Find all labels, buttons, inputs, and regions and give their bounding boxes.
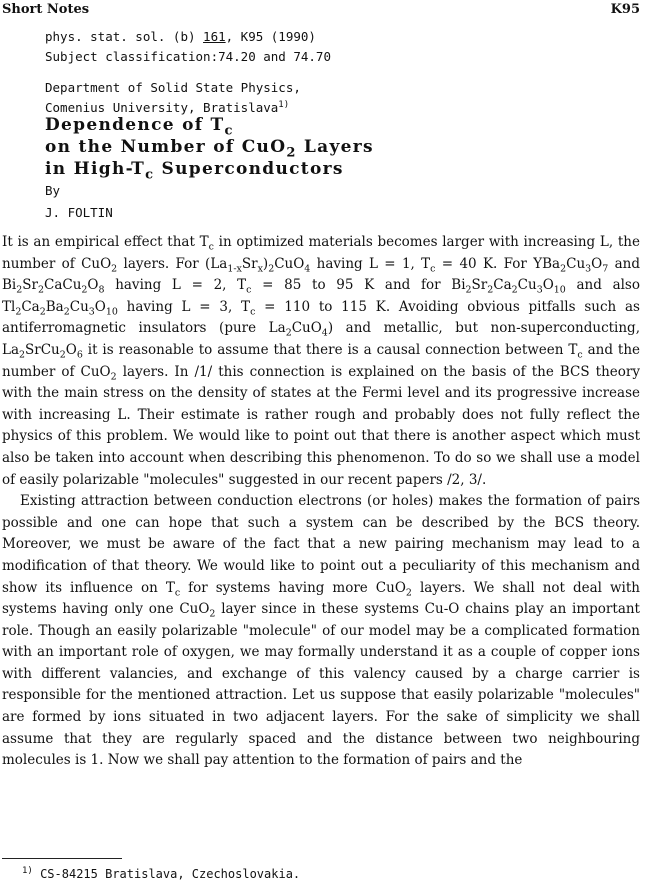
text-run: Existing attraction between conduction electrons (or holes) makes the formation of pairs possible and one can hope that such a system can be described by the BCS theory. Moreover, we must be aware of the fact that a new pairing mechanism may lead to a modification of that theory. We would like to point out a peculiarity of this mechanism and show its influence on T <box>2 493 640 596</box>
footnote-rule <box>2 858 122 859</box>
text-run: having L = 1, T <box>310 255 431 272</box>
subscript: 2 <box>110 370 117 382</box>
subscript: 2 <box>285 327 292 339</box>
subscript: 2 <box>465 284 472 296</box>
subscript: 2 <box>39 306 46 318</box>
subscript: 3 <box>88 306 95 318</box>
subscript: 2 <box>37 284 44 296</box>
subscript: 6 <box>76 349 83 361</box>
text-run: for systems having more CuO <box>180 579 406 596</box>
affiliation-line-2: Comenius University, Bratislava$^{1)}$ <box>45 100 290 116</box>
subscript: 2 <box>405 586 412 598</box>
subscript: x <box>257 262 263 274</box>
subscript: 8 <box>98 284 105 296</box>
subscript: 2 <box>63 306 70 318</box>
text-run: in optimized materials becomes larger with increasing L, the number of CuO <box>2 234 640 272</box>
text-run: Sr <box>22 277 38 294</box>
text-run: O <box>94 298 106 315</box>
title-line-3: in High-$T_c$ Superconductors <box>45 159 344 183</box>
author-name: J. FOLTIN <box>45 205 113 220</box>
text-run: Cu <box>517 277 537 294</box>
volume-number: 161 <box>203 29 226 44</box>
subscript: 1-x <box>227 262 242 274</box>
footnote <box>22 866 300 881</box>
citation-line <box>45 28 316 46</box>
text-run: Sr <box>471 277 488 294</box>
subject-classification: Subject classification:74.20 and 74.70 <box>45 49 331 64</box>
title-line-2: on the Number of CuO$_2$ Layers <box>45 137 374 161</box>
text-run: Cu <box>69 298 89 315</box>
text-run: layers. We shall not deal with systems having only one CuO <box>2 579 640 618</box>
text-run: O <box>591 255 603 272</box>
citation-rest: , K95 (1990) <box>225 29 316 44</box>
subscript: 4 <box>321 327 328 339</box>
subscript: 2 <box>268 262 275 274</box>
subscript: 3 <box>536 284 543 296</box>
text-run: having L = 3, T <box>117 298 251 315</box>
subscript: 7 <box>602 262 609 274</box>
text-run: ) and metallic, but non-superconducting, La <box>2 320 640 358</box>
text-run: it is reasonable to assume that there is a causal connection between T <box>82 341 578 358</box>
text-run: = 110 to 115 K. Avoiding obvious pitfalls such as antiferromagnetic insulators (pure La <box>2 298 640 337</box>
subscript: c <box>250 306 256 318</box>
subscript: 2 <box>16 284 23 296</box>
paragraph-1 <box>2 232 640 491</box>
subscript: 10 <box>553 284 566 296</box>
text-run: O <box>542 277 554 294</box>
journal-name: phys. stat. sol. (b) <box>45 29 196 44</box>
subscript: c <box>246 284 252 296</box>
page-number: K95 <box>610 2 640 17</box>
text-run: layer since in these systems Cu-O chains play an important role. Though an easily polarizable "molecule" of our model may be a complicated formation with an important role of oxygen, we may formally understand it as a couple of copper ions with different valancies, and exchange of this valency caused by a charge carrier is responsible for the mentioned attraction. Let us suppose that easily polarizable "molecules" are formed by ions situated in two adjacent layers. For the sake of simplicity we shall assume that they are regularly spaced and the distance between two neighbouring molecules is 1. Now we shall pay attention to the formation of pairs and the <box>2 601 640 769</box>
article-title <box>45 114 374 183</box>
text-run: and Bi <box>2 255 640 294</box>
text-run: It is an empirical effect that T <box>2 234 209 250</box>
subscript: 2 <box>81 284 88 296</box>
text-run: = 40 K. For YBa <box>435 255 561 272</box>
footnote-text: CS-84215 Bratislava, Czechoslovakia. <box>32 867 301 881</box>
running-header-left: Short Notes <box>2 2 90 17</box>
subscript: 3 <box>585 262 592 274</box>
text-run: Cu <box>566 255 586 272</box>
text-run: CuO <box>274 255 305 272</box>
subscript: 2 <box>19 349 26 361</box>
subscript: 2 <box>511 284 518 296</box>
subscript: 2 <box>487 284 494 296</box>
subscript: c <box>208 241 214 253</box>
subscript: 2 <box>15 306 22 318</box>
affiliation-line-1: Department of Solid State Physics, <box>45 80 301 95</box>
body-text <box>2 232 640 772</box>
affiliation-footnote-marker: 1) <box>278 100 290 110</box>
subscript: c <box>174 586 181 598</box>
subscript: 4 <box>304 262 311 274</box>
text-run: Ca <box>21 298 40 315</box>
text-run: CuO <box>291 320 322 337</box>
text-run: ) <box>262 255 269 272</box>
subscript: 2 <box>560 262 567 274</box>
text-run: SrCu <box>25 341 60 358</box>
text-run: Sr <box>241 255 258 272</box>
byline-by: By <box>45 183 61 198</box>
text-run: Ca <box>493 277 512 294</box>
footnote-marker: 1) <box>22 866 33 876</box>
text-run: layers. For (La <box>117 255 228 272</box>
subscript: 2 <box>111 262 118 274</box>
text-run: having L = 2, T <box>104 277 247 294</box>
text-run: layers. In /1/ this connection is explained on the basis of the BCS theory with the main stress on the density of states at the Fermi level and its progressive increase with increasing L. Their estimate is rather rough and probably does not fully reflect the physics of this problem. We would like to point out that there is another aspect which must also be taken into account when describing this phenomenon. To do so we shall use a model of easily polarizable "molecules" suggested in our recent papers /2, 3/. <box>2 363 640 488</box>
subscript: 2 <box>59 349 66 361</box>
text-run: CaCu <box>43 277 82 294</box>
title-line-1: Dependence of $T_c$ <box>45 115 234 139</box>
subscript: c <box>430 262 436 274</box>
text-run: = 85 to 95 K and for Bi <box>251 277 466 294</box>
text-run: and also Tl <box>2 277 640 315</box>
subscript: 2 <box>209 608 216 620</box>
text-run: and the number of CuO <box>2 341 640 380</box>
text-run: O <box>65 341 77 358</box>
subscript: c <box>577 349 583 361</box>
text-run: Ba <box>45 298 64 315</box>
text-run: O <box>87 277 99 294</box>
subscript: 10 <box>105 306 118 318</box>
paragraph-2 <box>2 491 640 772</box>
